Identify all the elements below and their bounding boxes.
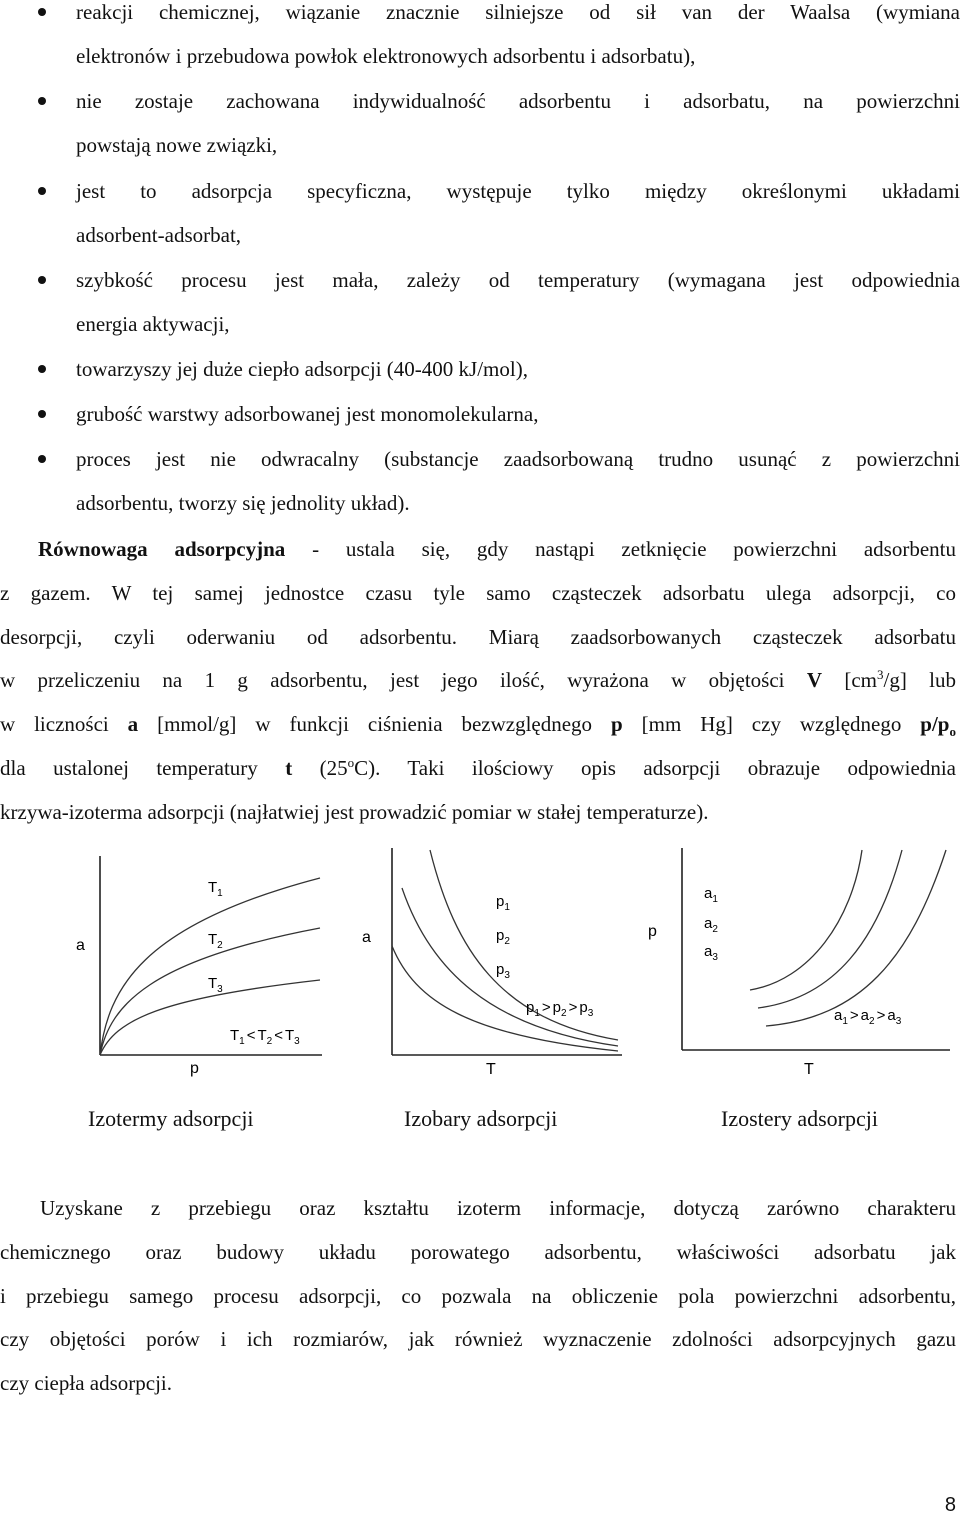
list-item-text: szybkość procesu jest mała, zależy od temperatury (wymagana jest odpowiednia: [76, 268, 960, 292]
paragraph-line: z gazem. W tej samej jednostce czasu tyle samo cząsteczek adsorbatu ulega adsorpcji, co: [0, 581, 956, 605]
paragraph-line: [0, 712, 956, 740]
list-item-text: grubość warstwy adsorbowanej jest monomolekularna,: [76, 402, 539, 426]
paragraph-line: [0, 756, 956, 780]
relation-label: $a_1 > a_2 > a_3$: [834, 1007, 902, 1027]
text-span: [mmol/g] w funkcji ciśnienia bezwzględnego: [138, 712, 611, 736]
paragraph-line: [0, 537, 956, 561]
curve-p2: [402, 888, 618, 1046]
list-item-text: reakcji chemicznej, wiązanie znacznie silniejsze od sił van der Waalsa (wymiana: [76, 0, 960, 24]
bullet-dot-icon: [38, 8, 46, 16]
paragraph-line: i przebiegu samego procesu adsorpcji, co pozwala na obliczenie pola powierzchni adsorbentu,: [0, 1284, 956, 1308]
list-item-text: elektronów i przebudowa powłok elektronowych adsorbentu i adsorbatu),: [76, 44, 696, 68]
list-item-text: adsorbentu, tworzy się jednolity układ).: [76, 491, 410, 515]
paragraph-line: krzywa-izoterma adsorpcji (najłatwiej jest prowadzić pomiar w stałej temperaturze).: [0, 800, 709, 824]
symbol-a: a: [127, 712, 139, 736]
bullet-dot-icon: [38, 455, 46, 463]
curve-label-p2: $p_2$: [496, 927, 510, 947]
figure-isosteres: [640, 840, 955, 1090]
curve-label-p1: $p_1$: [496, 893, 510, 913]
caption-isobars: Izobary adsorpcji: [404, 1106, 558, 1131]
text-span: p/p: [920, 712, 950, 736]
curve-label-a3: $a_3$: [704, 943, 718, 963]
paragraph-line: czy ciepła adsorpcji.: [0, 1371, 172, 1395]
bullet-dot-icon: [38, 187, 46, 195]
curve-label-p3: $p_3$: [496, 961, 510, 981]
text-span: - ustala się, gdy nastąpi zetknięcie powierzchni adsorbentu: [285, 537, 956, 561]
x-axis-label: p: [190, 1060, 199, 1077]
figure-isotherms: [60, 840, 330, 1090]
relation-label: $T_1 < T_2 < T_3$: [230, 1027, 300, 1047]
relation-label: $p_1 > p_2 > p_3$: [526, 999, 594, 1019]
curve-label-T3: $T_3$: [208, 975, 223, 995]
bullet-dot-icon: [38, 365, 46, 373]
text-span: [cm: [822, 668, 877, 692]
figure-isobars: [350, 840, 630, 1090]
bullet-dot-icon: [38, 97, 46, 105]
text-span: /g] lub: [883, 668, 956, 692]
text-span: dla ustalonej temperatury: [0, 756, 286, 780]
superscript: 3: [877, 667, 884, 682]
superscript: o: [347, 755, 355, 770]
list-item-text: energia aktywacji,: [76, 312, 230, 336]
curve-a2: [758, 850, 902, 1008]
list-item-text: adsorbent-adsorbat,: [76, 223, 242, 247]
text-span: [mm Hg] czy względnego: [622, 712, 921, 736]
list-item-text: nie zostaje zachowana indywidualność adsorbentu i adsorbatu, na powierzchni: [76, 89, 960, 113]
caption-isotherms: Izotermy adsorpcji: [88, 1106, 254, 1131]
bullet-dot-icon: [38, 410, 46, 418]
curve-a1: [750, 850, 862, 990]
paragraph-line: [0, 668, 956, 692]
text-span: w przeliczeniu na 1 g adsorbentu, jest jego ilość, wyrażona w objętości: [0, 668, 807, 692]
list-item-text: towarzyszy jej duże ciepło adsorpcji (40-400 kJ/mol),: [76, 357, 528, 381]
text-span: C). Taki ilościowy opis adsorpcji obrazuje odpowiednia: [354, 756, 956, 780]
curve-label-a2: $a_2$: [704, 915, 718, 935]
symbol-p-over-p0: [920, 712, 956, 740]
paragraph-line: czy objętości porów i ich rozmiarów, jak również wyznaczenie zdolności adsorpcyjnych gazu: [0, 1327, 956, 1351]
y-axis-label: a: [362, 929, 371, 946]
defined-term: Równowaga adsorpcyjna: [38, 537, 286, 561]
text-span: w liczności: [0, 712, 128, 736]
curve-label-T2: $T_2$: [208, 931, 223, 951]
paragraph-line: Uzyskane z przebiegu oraz kształtu izoterm informacje, dotyczą zarówno charakteru: [40, 1196, 956, 1220]
symbol-V: V: [806, 668, 823, 692]
subscript: o: [949, 724, 956, 740]
paragraph-line: desorpcji, czyli oderwaniu od adsorbentu. Miarą zaadsorbowanych cząsteczek adsorbatu: [0, 625, 956, 649]
list-item-text: proces jest nie odwracalny (substancje zaadsorbowaną trudno usunąć z powierzchni: [76, 447, 960, 471]
bullet-dot-icon: [38, 276, 46, 284]
curve-label-T1: $T_1$: [208, 879, 223, 899]
list-item-text: jest to adsorpcja specyficzna, występuje tylko między określonymi układami: [76, 179, 960, 203]
isotherms-diagram: [60, 840, 330, 1090]
page-number: 8: [944, 1494, 956, 1516]
x-axis-label: T: [486, 1061, 496, 1078]
list-item-text: powstają nowe związki,: [76, 133, 278, 157]
paragraph-line: chemicznego oraz budowy układu porowatego adsorbentu, właściwości adsorbatu jak: [0, 1240, 956, 1264]
isobars-diagram: [350, 840, 630, 1090]
caption-isosteres: Izostery adsorpcji: [721, 1106, 878, 1131]
symbol-t: t: [285, 756, 293, 780]
isosteres-diagram: [640, 840, 955, 1090]
x-axis-label: T: [804, 1061, 814, 1078]
curve-label-a1: $a_1$: [704, 885, 718, 905]
symbol-p: p: [611, 712, 623, 736]
y-axis-label: p: [648, 923, 657, 940]
y-axis-label: a: [76, 937, 85, 954]
text-span: (25: [292, 756, 348, 780]
